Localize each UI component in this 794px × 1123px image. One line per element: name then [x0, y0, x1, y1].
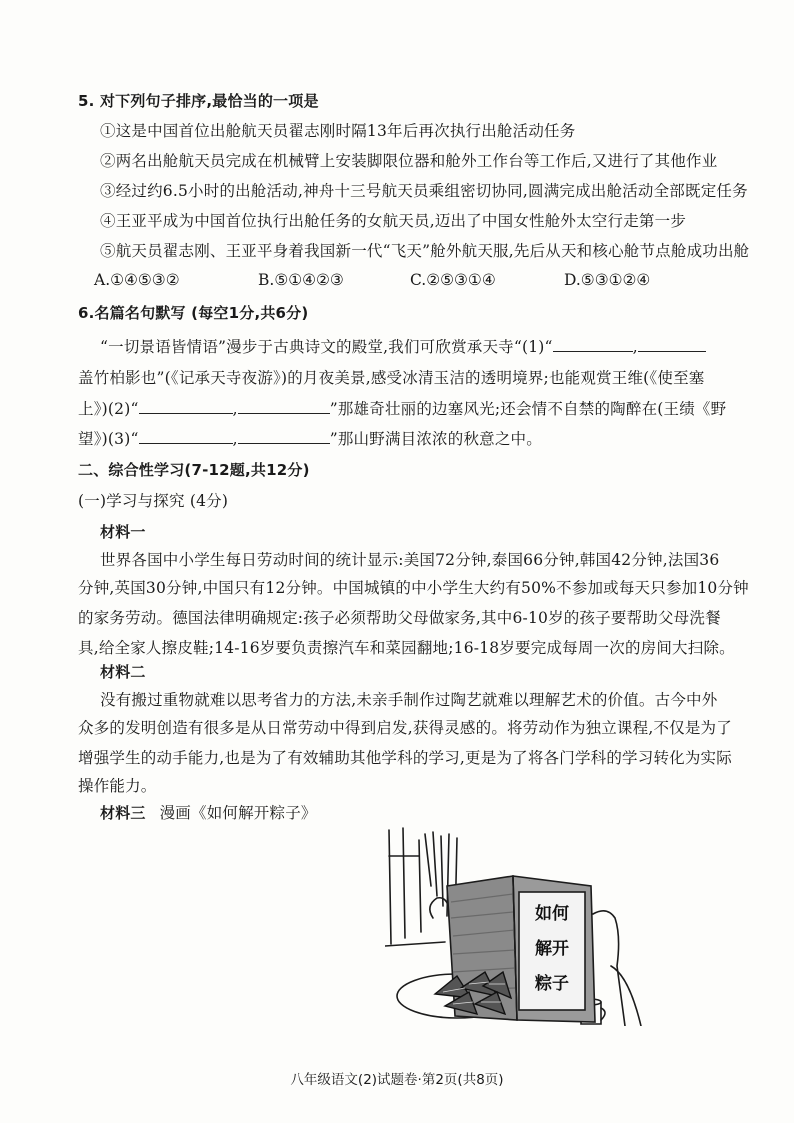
material-1-line: 的家务劳动。德国法律明确规定:孩子必须帮助父母做家务,其中6-10岁的孩子要帮助父母洗餐	[78, 609, 721, 627]
material-1-title: 材料一	[100, 523, 146, 541]
q6-title: 6.名篇名句默写 (每空1分,共6分)	[78, 304, 309, 322]
book-title-line-2: 解开	[535, 939, 569, 959]
material-1-line: 世界各国中小学生每日劳动时间的统计显示:美国72分钟,泰国66分钟,韩国42分钟,法国36	[100, 551, 720, 569]
q5-item-5: ⑤航天员翟志刚、王亚平身着我国新一代“飞天”舱外航天服,先后从天和核心舱节点舱成功出舱	[100, 242, 750, 260]
q5-option-c: C.②⑤③①④	[410, 271, 496, 289]
material-2-line: 众多的发明创造有很多是从日常劳动中得到启发,获得灵感的。将劳动作为独立课程,不仅是为了	[78, 719, 732, 737]
q6-text: “一切景语皆情语”漫步于古典诗文的殿堂,我们可欣赏承天寺“(1)“	[100, 338, 553, 356]
material-2-line: 操作能力。	[78, 777, 157, 795]
material-1-line: 具,给全家人擦皮鞋;14-16岁要负责擦汽车和菜园翻地;16-18岁要完成每周一次的房间大扫除。	[78, 639, 735, 657]
q6-text: 望》)(3)“	[78, 430, 139, 448]
q6-text: ”那雄奇壮丽的边塞风光;还会情不自禁的陶醉在(王绩《野	[329, 400, 727, 418]
q6-comma: ,	[232, 400, 238, 418]
q6-blank-1a	[553, 336, 633, 352]
q6-paragraph-line-2: 盖竹柏影也”(《记承天寺夜游》)的月夜美景,感受冰清玉洁的透明境界;也能观赏王维(《使至塞	[78, 369, 705, 387]
material-3-caption: 漫画《如何解开粽子》	[159, 804, 317, 822]
q5-item-4: ④王亚平成为中国首位执行出舱任务的女航天员,迈出了中国女性舱外太空行走第一步	[100, 212, 687, 230]
q5-option-d: D.⑤③①②④	[564, 271, 651, 289]
q5-option-b: B.⑤①④②③	[258, 271, 344, 289]
q5-item-1: ①这是中国首位出舱航天员翟志刚时隔13年后再次执行出舱活动任务	[100, 122, 576, 140]
q6-blank-2b	[238, 398, 330, 414]
q6-paragraph-line-1	[100, 336, 730, 357]
section-2-title: 二、综合性学习(7-12题,共12分)	[78, 461, 310, 479]
q6-comma: ,	[632, 338, 638, 356]
q6-paragraph-line-3	[78, 398, 728, 419]
book-title-line-1: 如何	[535, 904, 569, 924]
cartoon-illustration	[385, 826, 647, 1026]
book-title-line-3: 粽子	[535, 974, 569, 994]
material-2-line: 没有搬过重物就难以思考省力的方法,未亲手制作过陶艺就难以理解艺术的价值。古今中外	[100, 691, 718, 709]
q6-blank-2a	[139, 398, 233, 414]
q6-blank-1b	[638, 336, 706, 352]
q5-title: 5. 对下列句子排序,最恰当的一项是	[78, 92, 319, 110]
material-3-heading	[100, 803, 750, 823]
q6-paragraph-line-4	[78, 428, 728, 449]
page-footer: 八年级语文(2)试题卷·第2页(共8页)	[290, 1072, 504, 1088]
q5-option-a: A.①④⑤③②	[94, 271, 180, 289]
section-2-subtitle: (一)学习与探究 (4分)	[78, 492, 229, 510]
q6-text: ”那山野满目浓浓的秋意之中。	[329, 430, 542, 448]
material-3-title: 材料三	[100, 804, 146, 822]
q6-blank-3b	[238, 428, 330, 444]
q5-item-3: ③经过约6.5小时的出舱活动,神舟十三号航天员乘组密切协同,圆满完成出舱活动全部既定任务	[100, 182, 748, 200]
q5-item-2: ②两名出舱航天员完成在机械臂上安装脚限位器和舱外工作台等工作后,又进行了其他作业	[100, 152, 718, 170]
material-2-title: 材料二	[100, 663, 146, 681]
q6-comma: ,	[232, 430, 238, 448]
q6-blank-3a	[139, 428, 233, 444]
material-2-line: 增强学生的动手能力,也是为了有效辅助其他学科的学习,更是为了将各门学科的学习转化为实际	[78, 749, 732, 767]
material-1-line: 分钟,英国30分钟,中国只有12分钟。中国城镇的中小学生大约有50%不参加或每天只参加10分钟	[78, 579, 749, 597]
q6-text: 上》)(2)“	[78, 400, 139, 418]
